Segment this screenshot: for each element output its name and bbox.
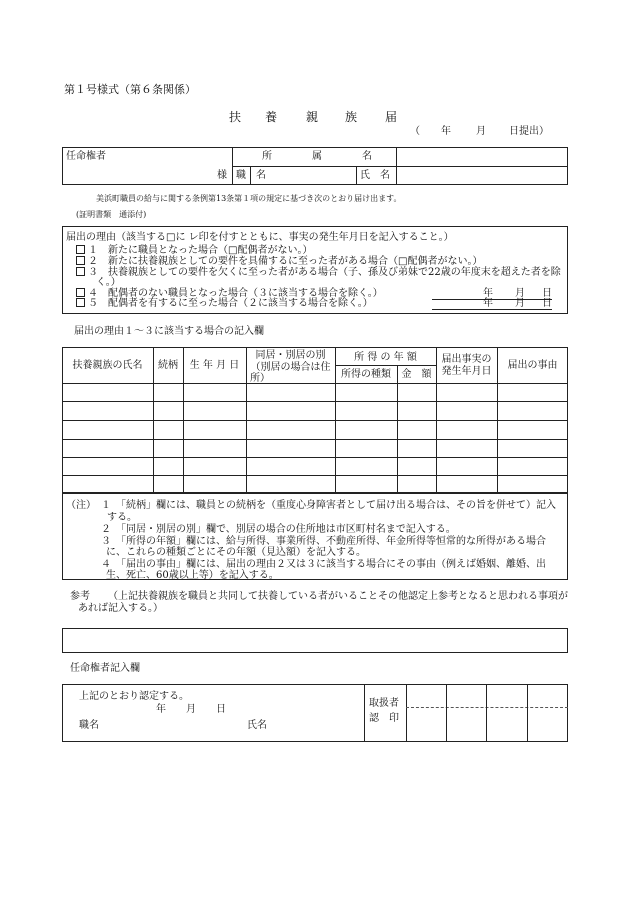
- note-4: [101, 559, 546, 571]
- header-divider-2: [356, 166, 357, 185]
- note-3-cont: に、これらの種類ごとにその年額（見込額）を記入する。: [106, 547, 366, 558]
- table-row-line-4: [62, 457, 568, 458]
- table-caption: 届出の理由１〜３に該当する場合の記入欄: [74, 326, 264, 337]
- reason-4-day: 日: [542, 288, 552, 299]
- reason-5-month: 月: [515, 298, 525, 309]
- note-1-number: １: [101, 500, 111, 511]
- col-header-birth: 生 年 月 日: [189, 360, 240, 371]
- reason-5-text: 配偶者を有するに至った場合（２に該当する場合を除く。）: [108, 298, 373, 309]
- date-month-label: 月: [476, 126, 486, 137]
- affiliation-label: 所 属 名: [262, 151, 372, 162]
- sama-label: 様: [217, 170, 227, 181]
- form-title-char-4: 族: [345, 110, 358, 124]
- col-header-income-type: 所得の種類: [341, 369, 391, 380]
- note-2-number: ２: [101, 524, 111, 535]
- approval-day: 日: [216, 704, 226, 715]
- reason-1-text: 新たに職員となった場合（□配偶者がない。）: [108, 245, 313, 256]
- person-name-label: 氏 名: [360, 170, 390, 181]
- reason-3-text: 扶養親族としての要件を欠くに至った者がある場合（子、孫及び弟妹で22歳の年度末を超えた者を除: [108, 267, 561, 278]
- reason-row-3: [76, 267, 561, 279]
- reason-3-checkbox[interactable]: [76, 267, 85, 276]
- reason-row-2: [76, 256, 482, 268]
- note-4-cont: 生、死亡、60歳以上等）を記入する。: [106, 570, 279, 581]
- proof-note: (証明書類 通添付): [76, 210, 147, 219]
- handler-label: 取扱者: [369, 698, 399, 709]
- col-header-income-amount: 金 額: [401, 369, 432, 380]
- header-divider-3: [396, 147, 397, 185]
- form-label: 第１号様式（第６条関係）: [64, 83, 196, 96]
- date-open-paren: （: [410, 126, 420, 137]
- reason-2-text: 新たに扶養親族としての要件を具備するに至った者がある場合（□配偶者がない。）: [108, 256, 483, 267]
- date-year-label: 年: [441, 126, 451, 137]
- table-row-line-2: [62, 420, 568, 421]
- form-title-char-2: 養: [265, 110, 278, 124]
- handler-col-line-2: [486, 684, 487, 742]
- job-name-label: 職 名: [236, 170, 266, 181]
- handler-col-line-3: [527, 684, 528, 742]
- col-header-income: 所 得 の 年 額: [354, 352, 417, 363]
- table-header-bottom: [62, 383, 568, 384]
- col-header-living-1: 同居・別居の別: [255, 350, 326, 361]
- col-header-relation: 続柄: [158, 360, 178, 371]
- appointer-divider-2: [406, 684, 407, 742]
- reference-input-box[interactable]: [62, 628, 568, 653]
- reference-text-cont: あれば記入する。）: [78, 603, 163, 614]
- approved-text: 上記のとおり認定する。: [79, 691, 189, 702]
- note-3-number: ３: [101, 536, 111, 547]
- table-row-line-1: [62, 401, 568, 402]
- note-3-text: 「所得の年額」欄には、給与所得、事業所得、不動産所得、年金所得等恒常的な所得がある場合: [121, 536, 546, 547]
- handler-dashed-line: [406, 707, 568, 708]
- form-title-char-3: 親: [306, 110, 319, 124]
- handler-col-line-1: [446, 684, 447, 742]
- reason-1-number: １: [88, 245, 98, 256]
- note-4-number: ４: [101, 559, 111, 570]
- form-title-char-5: 届: [385, 110, 398, 124]
- reasons-heading: 届出の理由（該当する□に レ印を付すとともに、事実の発生年月日を記入すること。）: [66, 232, 454, 243]
- reason-4-year: 年: [483, 288, 493, 299]
- reason-1-checkbox[interactable]: [76, 245, 85, 254]
- reason-4-text: 配偶者のない職員となった場合（３に該当する場合を除く。）: [108, 288, 383, 299]
- reason-5-day: 日: [542, 298, 552, 309]
- reason-row-1: [76, 245, 312, 257]
- note-label: （注）: [66, 500, 96, 511]
- note-4-text: 「届出の事由」欄には、届出の理由２又は３に該当する場合にその事由（例えば婚姻、離婚、出: [121, 559, 546, 570]
- intro-text: 美浜町職員の給与に関する条例第13条第１項の規定に基づき次のとおり届け出ます。: [96, 194, 402, 203]
- date-day-submitted-label: 日提出）: [509, 126, 549, 137]
- table-row-line-5: [62, 475, 568, 476]
- note-1-cont: する。: [107, 512, 137, 523]
- reason-4-checkbox[interactable]: [76, 288, 85, 297]
- col-header-name: 扶養親族の氏名: [72, 360, 143, 371]
- header-divider-1: [232, 147, 233, 185]
- table-row-line-3: [62, 439, 568, 440]
- col-header-fact-date-2: 発生年月日: [441, 366, 492, 377]
- reason-3-number: ３: [88, 267, 98, 278]
- note-3: [101, 536, 546, 548]
- handler-seal-label: 認 印: [369, 713, 399, 724]
- approval-month: 月: [186, 704, 196, 715]
- reference-label: 参考: [70, 591, 90, 602]
- appointer-section-heading: 任命権者記入欄: [70, 663, 140, 674]
- reason-row-5: [76, 298, 373, 310]
- note-1-text: 「続柄」欄には、職員との続柄を（重度心身障害者として届け出る場合は、その旨を併せて）記入: [121, 500, 556, 511]
- income-subheader-line: [335, 365, 436, 366]
- reason-5-date-line: [432, 309, 552, 310]
- reason-3-continuation: く。）: [96, 277, 121, 288]
- appointer-label: 任命権者: [66, 151, 106, 162]
- form-title-char-1: 扶: [229, 110, 242, 124]
- reason-2-number: ２: [88, 256, 98, 267]
- reference-text: （上記扶養親族を職員と共同して扶養している者がいることその他認定上参考となると思われる事項が: [108, 591, 568, 602]
- approver-person-name: 氏名: [247, 720, 267, 731]
- note-1: [101, 500, 556, 512]
- reason-5-year: 年: [483, 298, 493, 309]
- reason-4-month: 月: [515, 288, 525, 299]
- note-2-text: 「同居・別居の別」欄で、別居の場合の住所地は市区町村名まで記入する。: [121, 524, 456, 535]
- header-mid-line: [232, 166, 568, 167]
- reason-5-checkbox[interactable]: [76, 298, 85, 307]
- approver-job-name: 職名: [79, 720, 99, 731]
- note-2: [101, 524, 456, 536]
- approval-year: 年: [156, 704, 166, 715]
- col-header-reason: 届出の事由: [507, 360, 558, 371]
- col-header-living-3: 所）: [250, 373, 270, 384]
- reason-4-number: ４: [88, 288, 98, 299]
- col-header-living-2: （別居の場合は住: [250, 362, 331, 373]
- appointer-divider-1: [364, 684, 365, 742]
- col-header-fact-date-1: 届出事実の: [441, 354, 492, 365]
- reason-2-checkbox[interactable]: [76, 256, 85, 265]
- table-col-line-5: [397, 365, 398, 493]
- reason-5-number: ５: [88, 298, 98, 309]
